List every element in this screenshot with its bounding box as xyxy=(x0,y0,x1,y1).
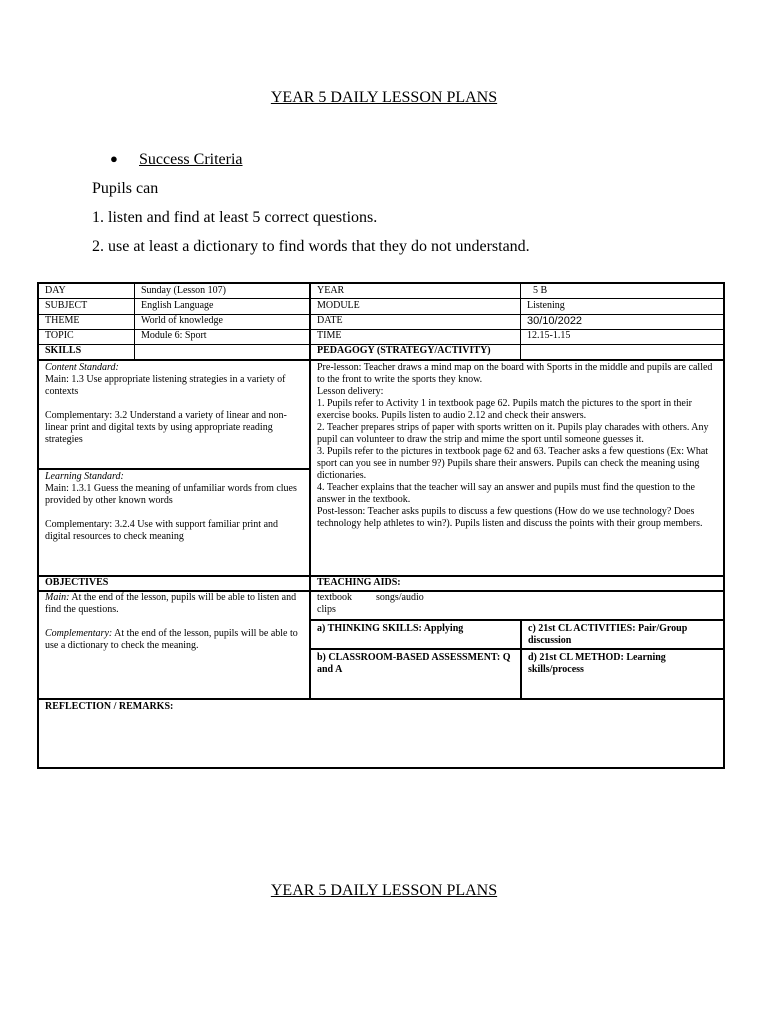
label-module: MODULE xyxy=(317,300,360,311)
thinking-skills: a) THINKING SKILLS: Applying xyxy=(317,623,464,634)
activity-2: 2. Teacher prepares strips of paper with sports written on it. Pupils play charades with others. Any pupil can volunteer to draw the strip and mime the sport until someone guesses it. xyxy=(317,422,709,445)
pedagogy-content xyxy=(311,362,723,575)
value-time: 12.15-1.15 xyxy=(527,330,571,341)
lesson-delivery-label: Lesson delivery: xyxy=(317,386,384,397)
objectives-content xyxy=(39,592,309,698)
label-topic: TOPIC xyxy=(45,330,74,341)
label-date: DATE xyxy=(317,315,343,326)
value-subject: English Language xyxy=(141,300,214,311)
objective-comp-label: Complementary: xyxy=(45,628,113,639)
pedagogy-header: PEDAGOGY (STRATEGY/ACTIVITY) xyxy=(317,345,491,356)
objective-comp: At the end of the lesson, pupils will be able to use a dictionary to check the meaning. xyxy=(45,628,298,651)
content-standard xyxy=(39,362,309,468)
activity-4: 4. Teacher explains that the teacher will say an answer and pupils must find the question to the answer in the textbook. xyxy=(317,482,695,505)
cl-activities: c) 21st CL ACTIVITIES: Pair/Group discussion xyxy=(528,623,688,646)
activity-3: 3. Pupils refer to the pictures in textbook page 62 and 63. Teacher asks a few questions (Ex: What sport can you see in number 9?) Pupils share their answers. Pupils can check the meaning using dictionaries. xyxy=(317,446,709,481)
success-criteria-label: Success Criteria xyxy=(139,151,243,168)
label-day: DAY xyxy=(45,285,66,296)
learning-standard-label: Learning Standard: xyxy=(45,471,124,482)
pre-lesson: Pre-lesson: Teacher draws a mind map on the board with Sports in the middle and pupils are called to the front to write the sports they know. xyxy=(317,362,713,385)
classroom-assessment: b) CLASSROOM-BASED ASSESSMENT: Q and A xyxy=(317,652,511,675)
label-theme: THEME xyxy=(45,315,80,326)
page-title: YEAR 5 DAILY LESSON PLANS xyxy=(270,89,498,106)
aid-clips: clips xyxy=(317,604,336,615)
lesson-plan-table xyxy=(37,282,725,769)
learning-standard xyxy=(39,471,309,575)
learning-standard-complementary: Complementary: 3.2.4 Use with support familiar print and digital resources to check meaning xyxy=(45,519,279,542)
success-criteria-item: 1. listen and find at least 5 correct questions. xyxy=(92,209,378,226)
value-theme: World of knowledge xyxy=(141,315,223,326)
label-time: TIME xyxy=(317,330,342,341)
reflection-header: REFLECTION / REMARKS: xyxy=(45,701,174,712)
bullet-icon: ● xyxy=(110,151,118,166)
teaching-aids-header: TEACHING AIDS: xyxy=(317,577,401,588)
skills-header: SKILLS xyxy=(45,345,82,356)
aid-songs: songs/audio xyxy=(376,592,424,603)
value-day: Sunday (Lesson 107) xyxy=(141,285,226,296)
value-year: 5 B xyxy=(533,285,548,296)
cl-method: d) 21st CL METHOD: Learning skills/process xyxy=(528,652,666,675)
label-year: YEAR xyxy=(317,285,345,296)
aid-textbook: textbook xyxy=(317,592,352,603)
content-standard-complementary: Complementary: 3.2 Understand a variety of linear and non-linear print and digital texts by using appropriate reading strategies xyxy=(45,410,287,445)
objective-main-label: Main: xyxy=(45,592,70,603)
content-standard-label: Content Standard: xyxy=(45,362,119,373)
post-lesson: Post-lesson: Teacher asks pupils to discuss a few questions (How do we use technology? Does technology help athletes to win?). Pupils listen and discuss the points with their group members. xyxy=(317,506,703,529)
success-criteria-lead: Pupils can xyxy=(92,180,159,197)
objectives-header: OBJECTIVES xyxy=(45,577,109,588)
objective-main: At the end of the lesson, pupils will be able to listen and find the questions. xyxy=(45,592,297,615)
value-topic: Module 6: Sport xyxy=(141,330,207,341)
page-title-next: YEAR 5 DAILY LESSON PLANS xyxy=(270,882,498,899)
activity-1: 1. Pupils refer to Activity 1 in textbook page 62. Pupils match the pictures to the sport in their exercise books. Pupils listen to audio 2.12 and check their answers. xyxy=(317,398,692,421)
value-date: 30/10/2022 xyxy=(527,315,583,327)
learning-standard-main: Main: 1.3.1 Guess the meaning of unfamiliar words from clues provided by other known words xyxy=(45,483,297,506)
success-criteria-item: 2. use at least a dictionary to find words that they do not understand. xyxy=(92,238,530,255)
content-standard-main: Main: 1.3 Use appropriate listening strategies in a variety of contexts xyxy=(45,374,286,397)
teaching-aids-content xyxy=(311,592,723,619)
value-module: Listening xyxy=(527,300,565,311)
label-subject: SUBJECT xyxy=(45,300,88,311)
